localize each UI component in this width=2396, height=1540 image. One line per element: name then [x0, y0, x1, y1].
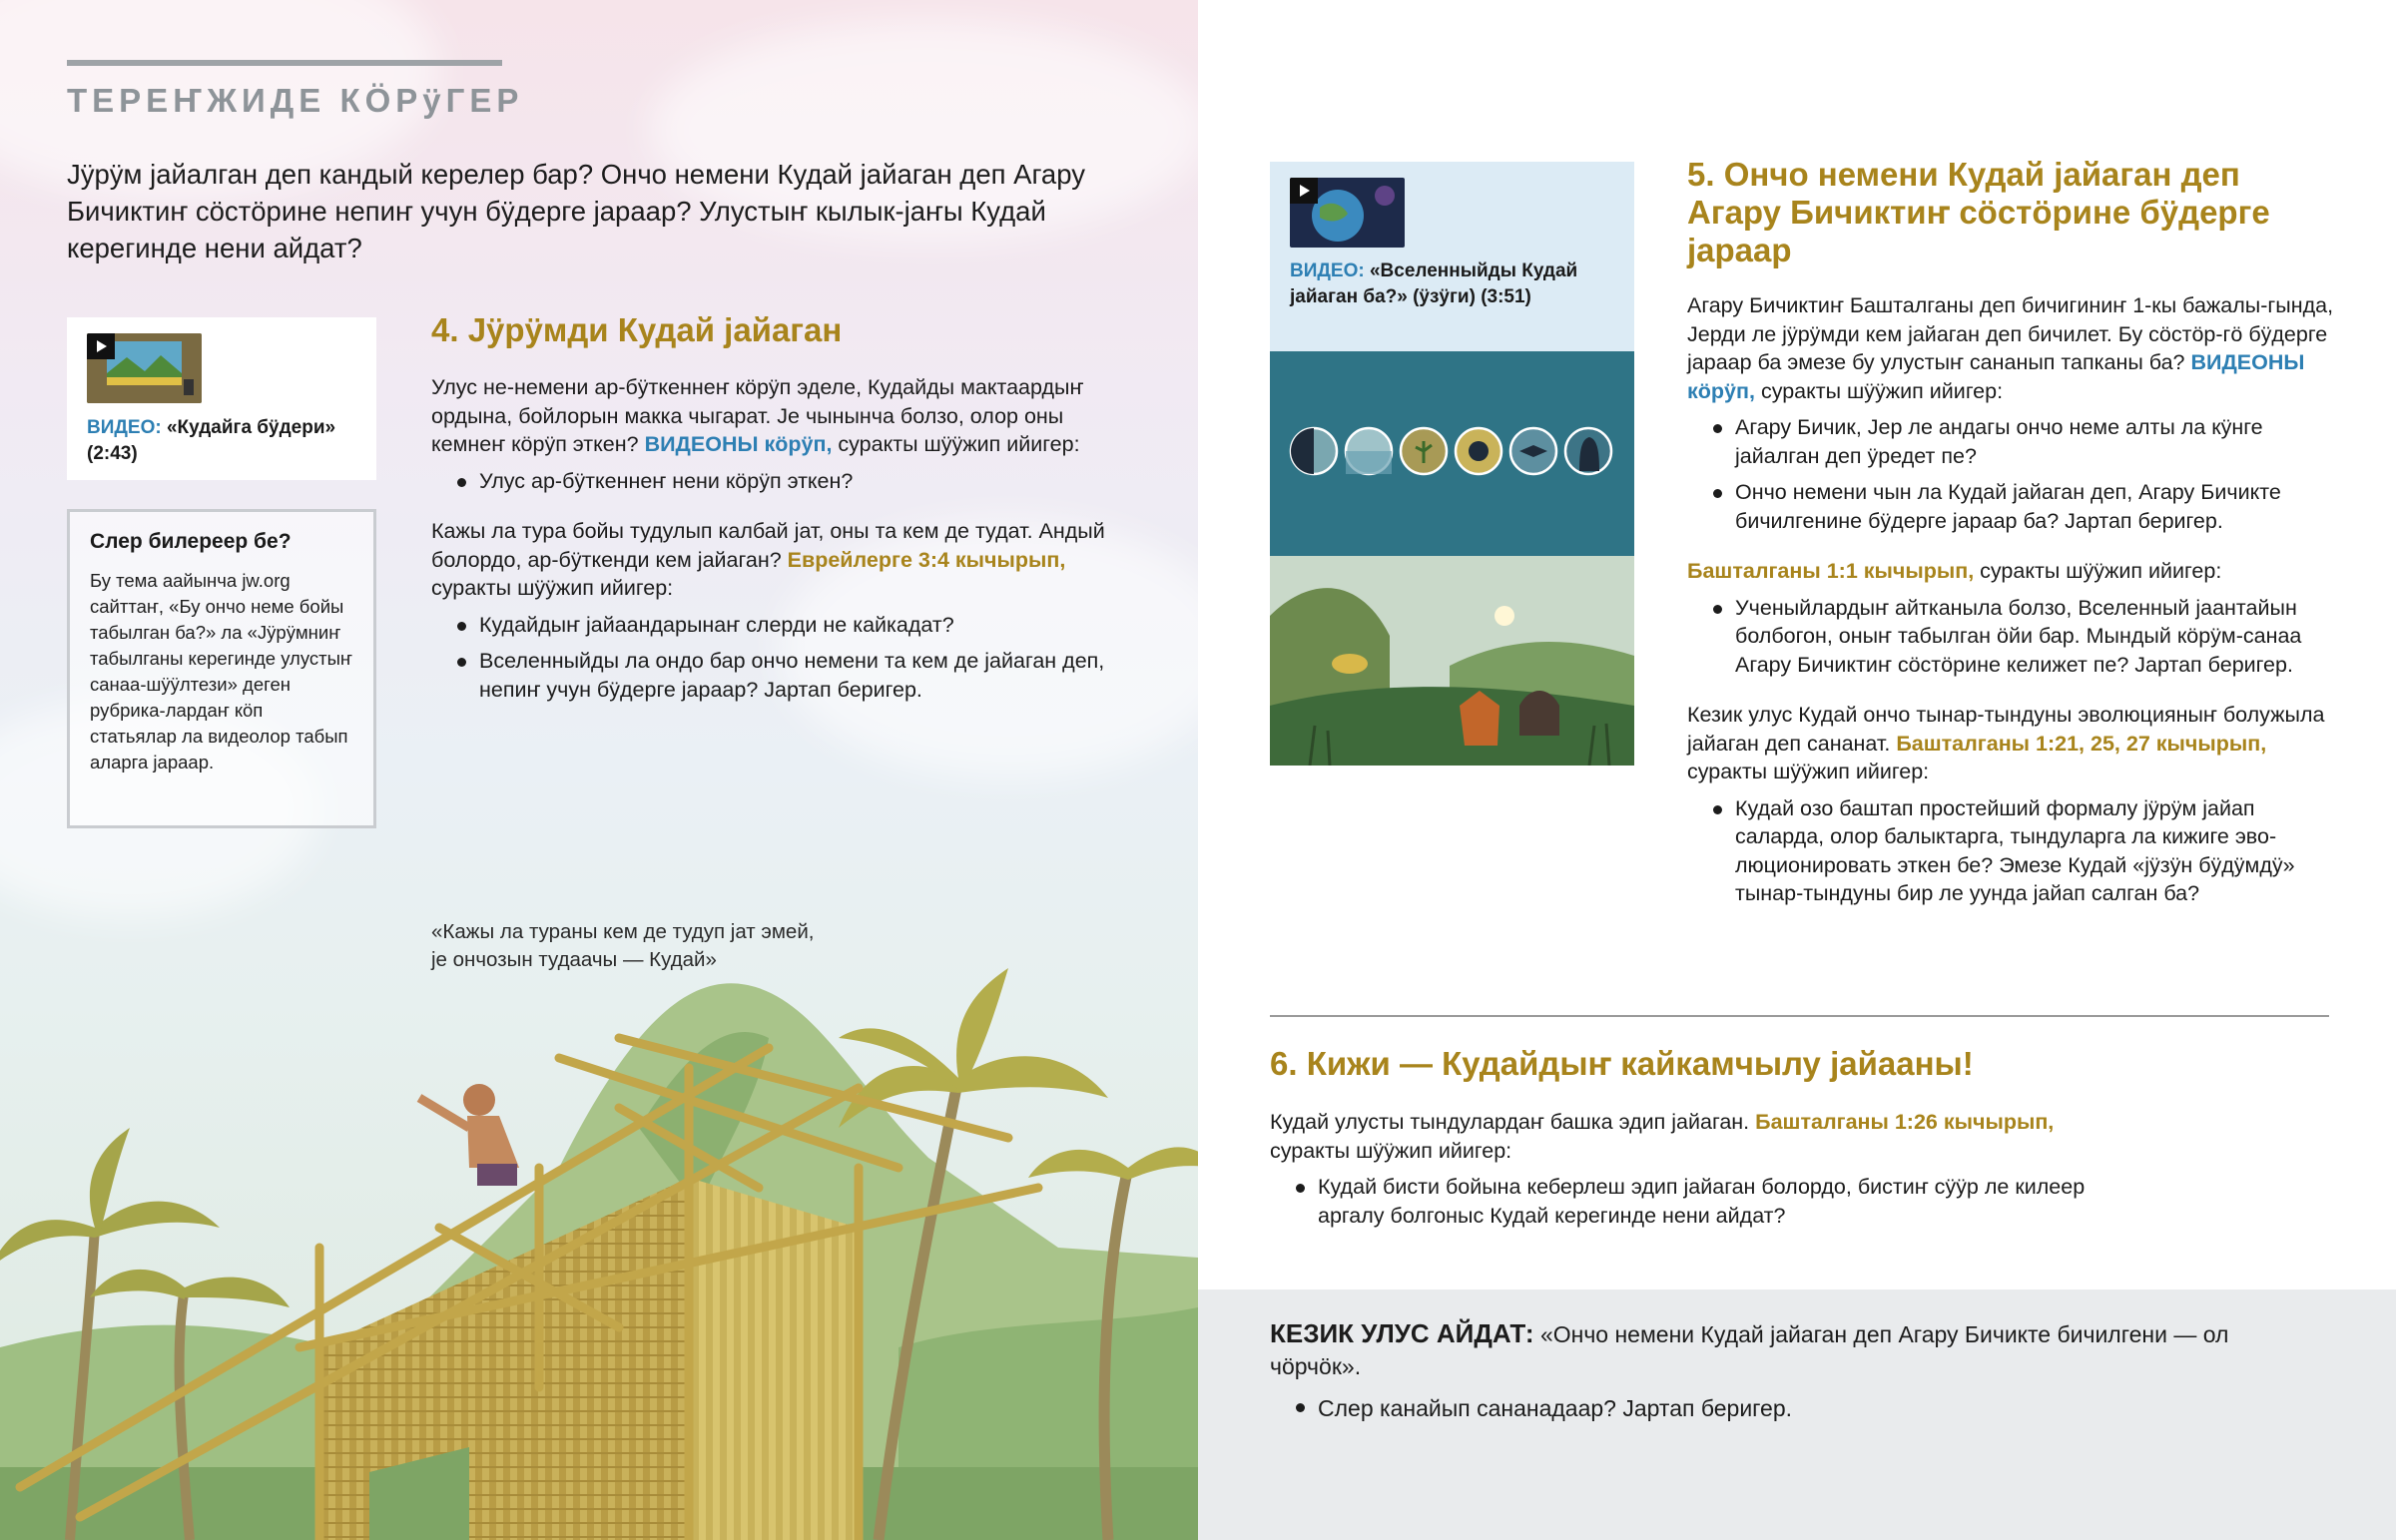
q4-bullet: Кудайдыҥ јайаандарынаҥ слерди не кайкадат?: [431, 611, 1130, 640]
people-say-quote: «Ончо немени Кудай јайаган деп Агару Бичикте бичилгени — ол чӧрчӧк».: [1270, 1321, 2229, 1379]
q5-p3-tail: суракты шÿÿжип ийигер:: [1687, 760, 1930, 783]
people-say-bullets: [1270, 1392, 2318, 1424]
q4-p1-tail: суракты шÿÿжип ийигер:: [838, 432, 1080, 456]
video-card-2[interactable]: [1270, 162, 1634, 351]
people-say-lead: КЕЗИК УЛУС АЙДАТ:: [1270, 1318, 1534, 1348]
q5-bullet: Ончо немени чын ла Кудай јайаган деп, Агару Бичикте бичилгенине бÿдерге јараар ба? Јартап беригер.: [1687, 478, 2336, 535]
q5-bullets-2: [1687, 594, 2336, 680]
scripture-link-hebrews[interactable]: Еврейлерге 3:4 кычырып,: [787, 547, 1066, 572]
video-duration: (2:43): [87, 443, 138, 464]
video-caption: [87, 415, 366, 467]
did-you-know-text: Бу тема аайынча jw.org сайттаҥ, «Бу ончо неме бойы табылган ба?» ла «Јÿрÿмниҥ табылганы керегинде улустыҥ санаа-шÿÿлтези» деген рубрика-лардаҥ кӧп статьялар ла видеолор табып аларга јараар.: [90, 570, 352, 772]
caption-line-2: је ончозын тудаачы — Кудай»: [431, 948, 717, 971]
house-building-illustration: [0, 928, 1198, 1540]
scripture-link-genesis-1-1[interactable]: Башталганы 1:1 кычырып,: [1687, 559, 1975, 583]
q6-bullet: Кудай бисти бойына кеберлеш эдип јайаган болордо, бистиҥ сÿÿр ле килеер аргалу болгоныс Кудай керегинде нени айдат?: [1270, 1173, 2089, 1230]
video-thumbnail[interactable]: [87, 333, 202, 403]
watch-video-link[interactable]: ВИДЕОНЫ кӧрÿп,: [644, 432, 833, 456]
scripture-link-genesis-1-26[interactable]: Башталганы 1:26 кычырып,: [1755, 1110, 2055, 1134]
section-rule: [67, 60, 502, 66]
caption-line-1: «Кажы ла тураны кем де тудуп јат эмей,: [431, 920, 815, 943]
q4-bullet: Вселенныйды ла ондо бар ончо немени та кем де јайаган деп, непиҥ учун бÿдерге јараар? Јартап беригер.: [431, 647, 1130, 704]
people-say-box: [1270, 1317, 2318, 1432]
q4-p2-text: Кажы ла тура бойы тудулып калбай јат, оны та кем де тудат. Андый болордо, ар-бÿткенди кем јайаган?: [431, 519, 1105, 572]
q5-paragraph-1: [1687, 291, 2336, 405]
video-caption: [1290, 258, 1619, 310]
q4-bullet: Улус ар-бÿткеннеҥ нени кӧрÿп эткен?: [431, 467, 1130, 496]
right-page: [1198, 0, 2396, 1540]
play-icon[interactable]: [1290, 178, 1318, 204]
q6-bullets: [1270, 1173, 2089, 1230]
q4-p2-tail: суракты шÿÿжип ийигер:: [431, 576, 674, 600]
q5-paragraph-2: [1687, 557, 2336, 586]
q5-bullet: Кудай озо баштап простейший формалу јÿрÿм јайап саларда, олор балыктарга, тындуларга ла кижиге эво-люционировать эткен бе? Эмезе Кудай «јÿзÿн бÿдÿмдÿ» тынар-тындуны бир ле уунда јайап салган ба?: [1687, 794, 2336, 908]
nature-illustration: [1270, 556, 1634, 766]
scripture-link-genesis-1-21[interactable]: Башталганы 1:21, 25, 27 кычырып,: [1896, 731, 2267, 756]
q4-bullets-1: [431, 467, 1130, 496]
video-title[interactable]: «Вселенныйды Кудай јайаган ба?» (ÿзÿги) (3:51): [1290, 260, 1578, 307]
q4-p1-text: Улус не-немени ар-бÿткеннеҥ кӧрÿп эделе, Кудайды мактаардыҥ ордына, бойлорын макка чыгарат. Је чынынча болзо, олор оны кемнеҥ кӧрÿп эткен?: [431, 375, 1084, 456]
q5-bullets-3: [1687, 794, 2336, 908]
man-figure: [419, 1084, 519, 1186]
q5-heading: 5. Ончо немени Кудай јайаган деп Агару Бичиктиҥ сӧстӧрине бÿдерге јараар: [1687, 156, 2270, 268]
intro-questions: Јÿрÿм јайалган деп кандый керелер бар? Ончо немени Кудай јайаган деп Агару Бичиктиҥ сӧстӧрине непиҥ учун бÿдерге јараар? Улустыҥ кылык-јаҥы Кудай керегинде нени айдат?: [67, 159, 1085, 263]
people-say-bullet: Слер канайып сананадаар? Јартап беригер.: [1270, 1392, 2318, 1424]
video-tag: ВИДЕО:: [87, 417, 162, 438]
q5-p1-tail: суракты шÿÿжип ийигер:: [1760, 378, 2004, 403]
section-divider: [1270, 1015, 2329, 1017]
q4-paragraph-1: [431, 373, 1130, 459]
video-title[interactable]: «Кудайга бÿдери»: [166, 417, 336, 438]
q6-p1-tail: суракты шÿÿжип ийигер:: [1270, 1138, 1512, 1163]
people-say-text: [1270, 1317, 2318, 1382]
q6-paragraph-1: [1270, 1108, 2089, 1165]
video-thumbnail[interactable]: [1290, 178, 1405, 248]
q5-p1-text: Агару Бичиктиҥ Башталганы деп бичигиниҥ 1-кы бажалы-гында, Јерди ле јÿрÿмди кем јайаган деп бичилет. Бу сӧстӧр-гӧ бÿдерге јараар ба эмезе бу улустыҥ сананып тапканы ба?: [1687, 293, 2334, 374]
watch-video-link[interactable]: ВИДЕОНЫ кӧрÿп,: [1687, 350, 2305, 403]
video-card-1[interactable]: [67, 317, 376, 480]
q5-p3-text: Кезик улус Кудай ончо тынар-тындуны эволюцияныҥ болужыла јайаган деп сананат.: [1687, 703, 2325, 756]
q4-heading: 4. Јÿрÿмди Кудай јайаган: [431, 311, 843, 348]
q4-body: [431, 373, 1130, 712]
q6-heading: 6. Кижи — Кудайдыҥ кайкамчылу јайааны!: [1270, 1045, 1974, 1082]
q5-bullets-1: [1687, 413, 2336, 535]
did-you-know-box: [67, 509, 376, 828]
q5-body: [1687, 291, 2336, 916]
creation-days-illustration: [1270, 351, 1634, 556]
q5-p2-tail: суракты шÿÿжип ийигер:: [1980, 559, 2222, 583]
did-you-know-title: Слер билереер бе?: [90, 530, 292, 553]
q5-bullet: Агару Бичик, Јер ле андагы ончо неме алты ла кÿнге јайалган деп ÿредет пе?: [1687, 413, 2336, 470]
q5-bullet: Ученыйлардыҥ айтканыла болзо, Вселенный јаантайын болбогон, оныҥ табылган ӧйи бар. Мындый кӧрÿм-санаа Агару Бичиктиҥ сӧстӧрине келижет пе? Јартап беригер.: [1687, 594, 2336, 680]
q6-p1-text: Кудай улусты тындулардаҥ башка эдип јайаган.: [1270, 1110, 1750, 1134]
q4-bullets-2: [431, 611, 1130, 705]
video-tag: ВИДЕО:: [1290, 260, 1365, 281]
section-heading: ТЕРЕҤЖИДЕ КӦРÿГЕР: [67, 82, 524, 119]
play-icon[interactable]: [87, 333, 115, 359]
q4-paragraph-2: [431, 517, 1130, 603]
q6-body: [1270, 1108, 2089, 1238]
q5-paragraph-3: [1687, 701, 2336, 786]
